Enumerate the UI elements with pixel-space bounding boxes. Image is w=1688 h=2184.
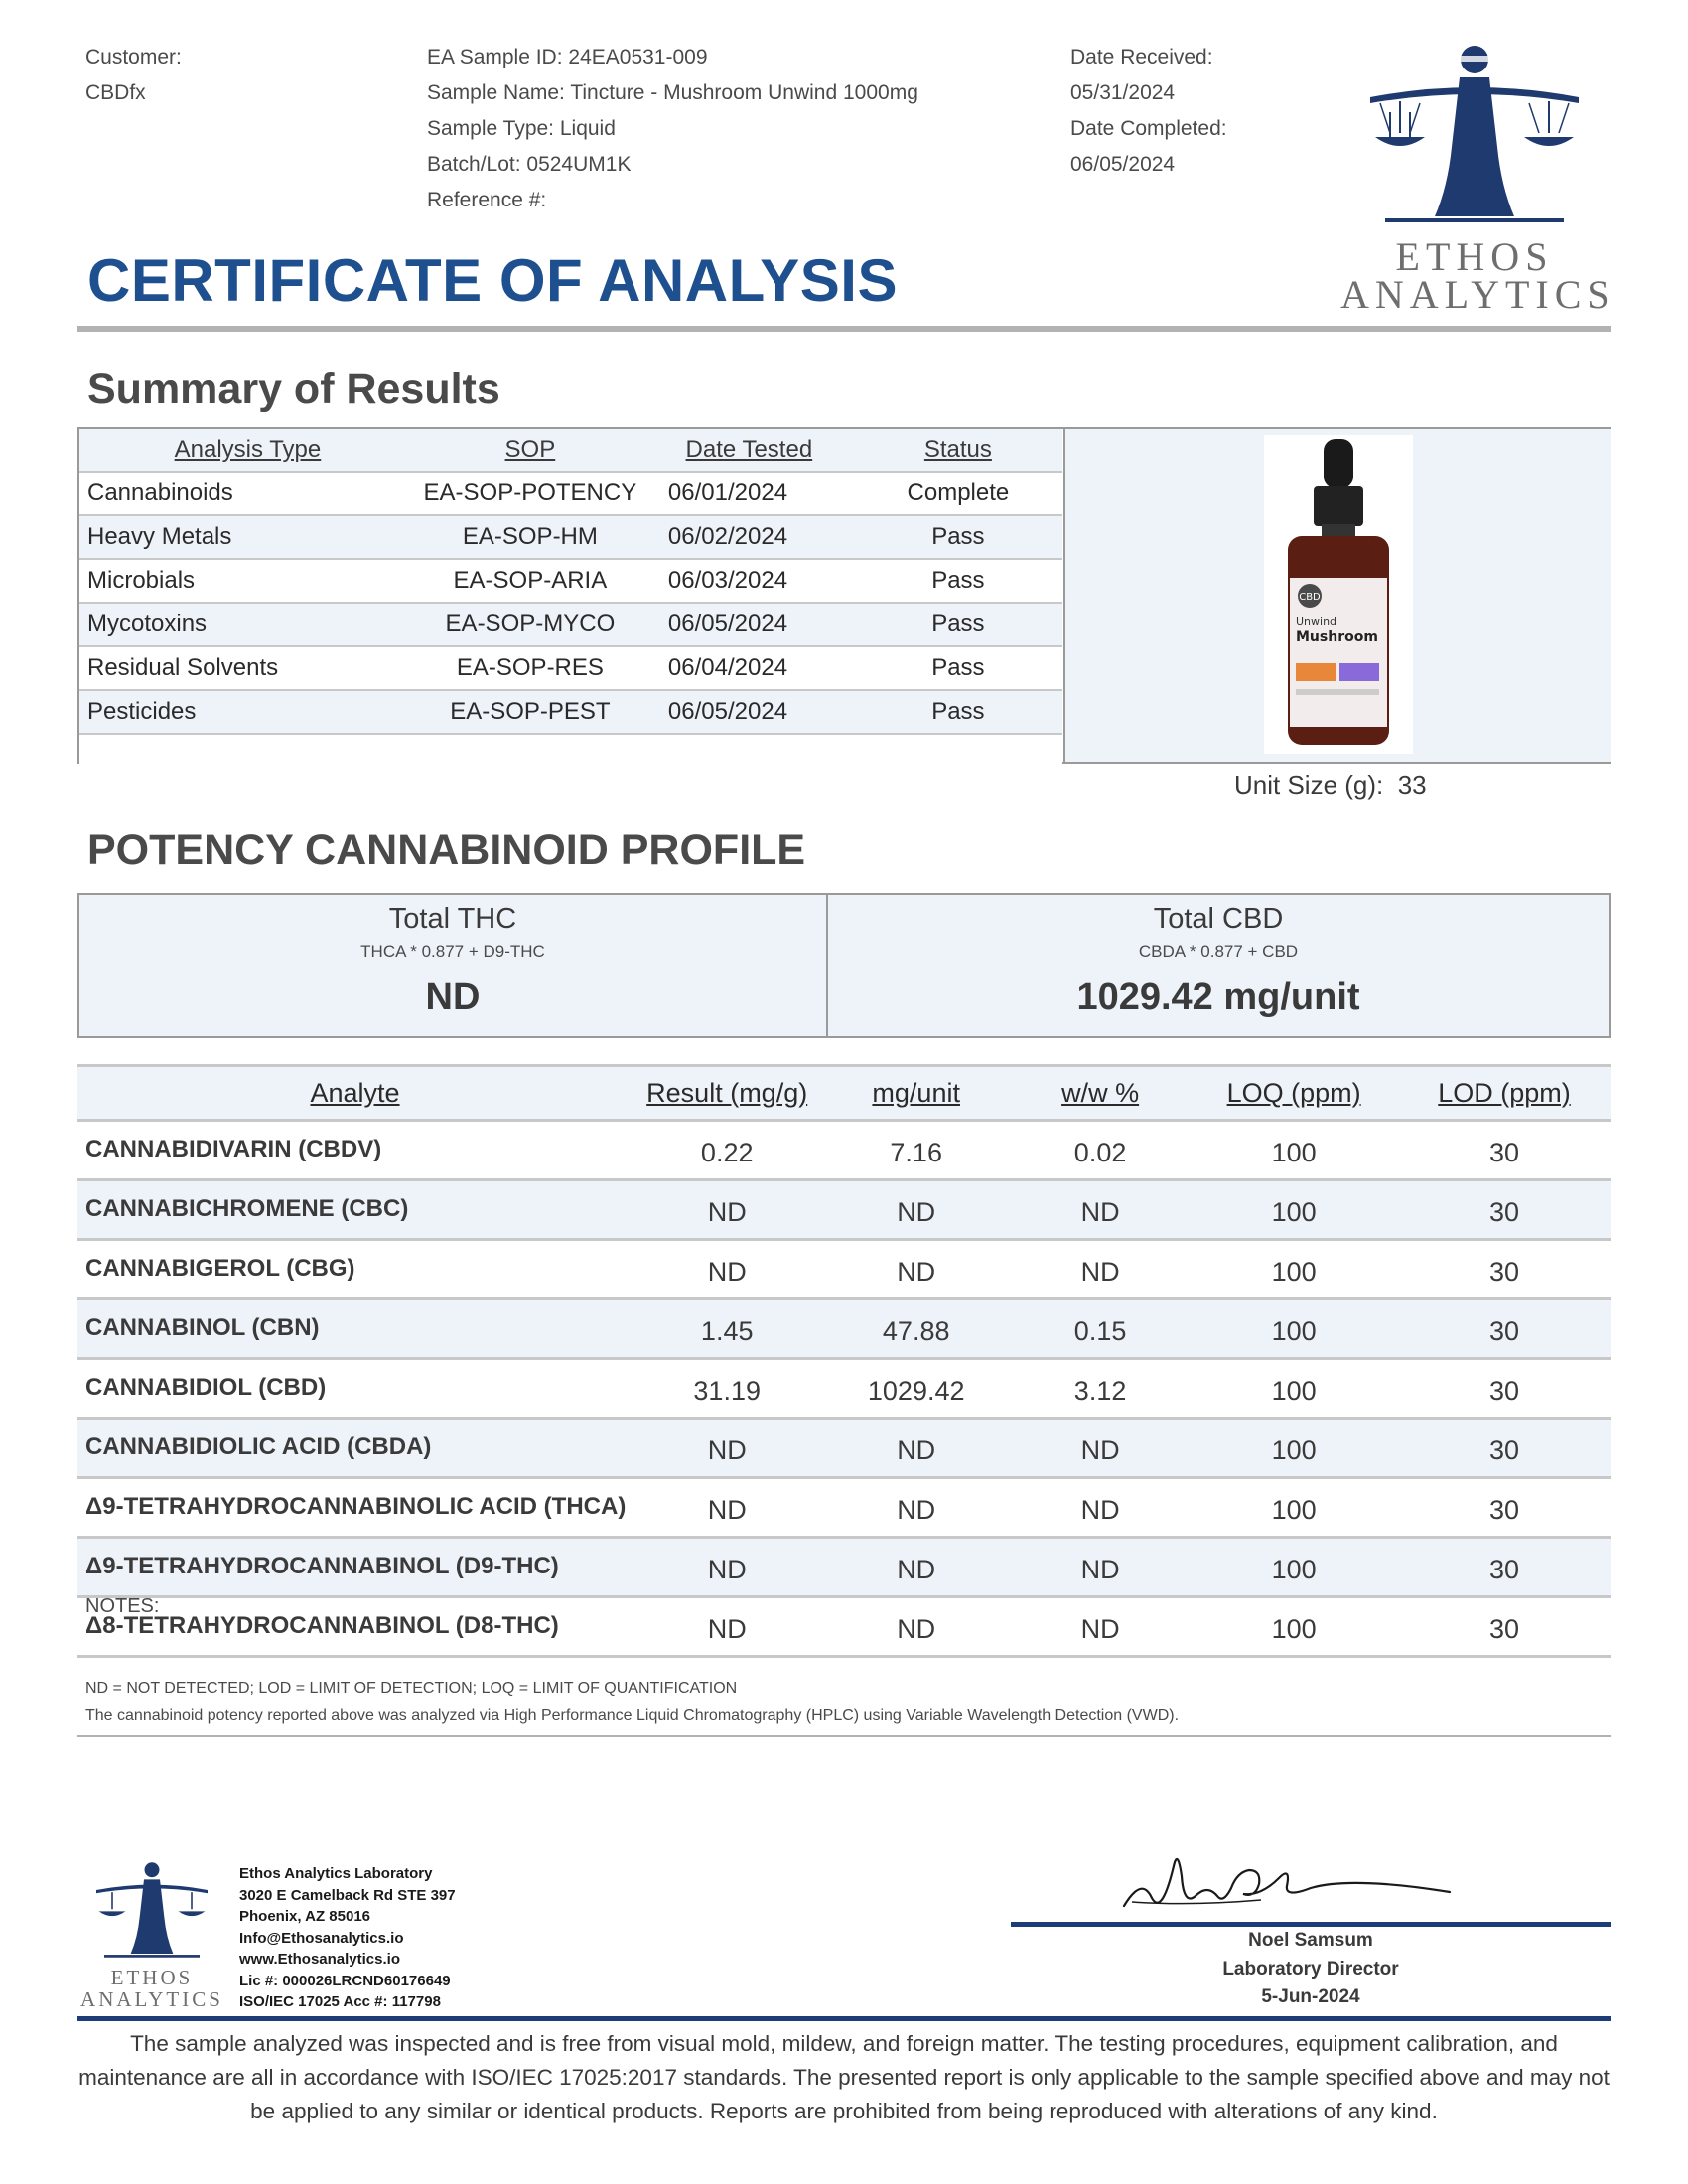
scales-of-justice-icon [1340,38,1609,231]
analyte-row [77,1597,1611,1657]
date-completed: 06/05/2024 [1070,153,1176,176]
ww-cell: ND [1011,1240,1190,1299]
ww-cell: ND [1011,1180,1190,1240]
sop-cell: EA-SOP-RES [416,646,644,690]
ww-cell: ND [1011,1597,1190,1657]
analysis-type-cell: Residual Solvents [79,646,416,690]
summary-body [79,472,1062,776]
summary-header-row [79,429,1062,472]
lod-cell: 30 [1398,1180,1611,1240]
potency-totals-panel [77,893,1611,1038]
sop-cell: EA-SOP-HM [416,515,644,559]
summary-table [79,429,1062,776]
analyte-name-cell: CANNABIDIVARIN (CBDV) [77,1121,633,1180]
analysis-type-cell: Cannabinoids [79,472,416,515]
result-cell: ND [633,1538,821,1597]
analyte-row [77,1419,1611,1478]
result-cell: ND [633,1478,821,1538]
status-cell: Pass [854,559,1062,603]
status-cell: Pass [854,690,1062,734]
col-analyte: Analyte [77,1066,633,1121]
loq-cell: 100 [1190,1597,1398,1657]
signer-title: Laboratory Director [1222,1959,1399,1979]
lab-address [239,1863,456,2013]
analyte-row [77,1478,1611,1538]
analyte-row [77,1538,1611,1597]
address-email[interactable]: Info@Ethosanalytics.io [239,1929,404,1947]
unit-size [1234,770,1427,801]
customer-label: Customer: [85,46,182,68]
lod-cell: 30 [1398,1597,1611,1657]
total-cbd-panel [828,895,1609,1036]
result-cell: ND [633,1597,821,1657]
potency-heading: POTENCY CANNABINOID PROFILE [87,826,806,874]
col-status: Status [854,429,1062,472]
analyte-name-cell: CANNABINOL (CBN) [77,1299,633,1359]
analyte-row [77,1121,1611,1180]
page-title: CERTIFICATE OF ANALYSIS [87,247,898,314]
total-thc-formula: THCA * 0.877 + D9-THC [360,942,545,961]
ww-cell: 0.15 [1011,1299,1190,1359]
date-tested-cell: 06/04/2024 [644,646,854,690]
lod-cell: 30 [1398,1240,1611,1299]
mg-unit-cell: 1029.42 [821,1359,1011,1419]
mg-unit-cell: 47.88 [821,1299,1011,1359]
empty-cell [79,734,416,776]
analyte-table [77,1064,1611,1658]
loq-cell: 100 [1190,1538,1398,1597]
status-cell: Complete [854,472,1062,515]
summary-heading: Summary of Results [87,365,500,413]
date-tested-cell: 06/02/2024 [644,515,854,559]
analysis-type-cell: Mycotoxins [79,603,416,646]
loq-cell: 100 [1190,1240,1398,1299]
analyte-row [77,1180,1611,1240]
header-left [85,40,182,111]
analyte-name-cell: Δ9-TETRAHYDROCANNABINOL (D9-THC) [77,1538,633,1597]
sop-cell: EA-SOP-PEST [416,690,644,734]
total-cbd-formula: CBDA * 0.877 + CBD [1138,942,1299,961]
header-dates [1070,40,1227,183]
disclaimer-text: The sample analyzed was inspected and is free from visual mold, mildew, and foreign matter. The testing procedures, equipment calibration, and maintenance are all in accordance with ISO/IEC 17025:2017 standards. The presented report is only applicable to the sample specified above and may not be applied to any similar or identical products. Reports are prohibited from being reproduced with alterations of any kind. [78,2031,1610,2123]
footer-logo-text [77,1967,226,2010]
lod-cell: 30 [1398,1538,1611,1597]
loq-cell: 100 [1190,1180,1398,1240]
analysis-type-cell: Heavy Metals [79,515,416,559]
analyte-name-cell: Δ8-TETRAHYDROCANNABINOL (D8-THC) [77,1597,633,1657]
analyte-row [77,1299,1611,1359]
empty-cell [854,734,1062,776]
mg-unit-cell: ND [821,1419,1011,1478]
result-cell: 0.22 [633,1121,821,1180]
date-received-label: Date Received: [1070,46,1213,68]
notes-divider [77,1735,1611,1737]
product-bottle-image [1065,429,1611,762]
sign-date: 5-Jun-2024 [1261,1986,1360,2007]
col-mg-unit: mg/unit [821,1066,1011,1121]
col-date-tested: Date Tested [644,429,854,472]
mg-unit-cell: ND [821,1597,1011,1657]
notes-legend: ND = NOT DETECTED; LOD = LIMIT OF DETECTION; LOQ = LIMIT OF QUANTIFICATION [85,1680,738,1697]
product-image-panel [1063,429,1611,762]
summary-row [79,690,1062,734]
mg-unit-cell: ND [821,1538,1011,1597]
bottle-line2-text: Mushroom [1296,629,1378,645]
col-lod: LOD (ppm) [1398,1066,1611,1121]
status-cell: Pass [854,603,1062,646]
col-ww: w/w % [1011,1066,1190,1121]
customer-value: CBDfx [85,81,146,104]
loq-cell: 100 [1190,1478,1398,1538]
sample-id: EA Sample ID: 24EA0531-009 [427,46,708,68]
footer-logo-line1: ETHOS [110,1966,194,1989]
sop-cell: EA-SOP-MYCO [416,603,644,646]
status-cell: Pass [854,515,1062,559]
lod-cell: 30 [1398,1359,1611,1419]
analyte-header-row [77,1066,1611,1121]
mg-unit-cell: ND [821,1240,1011,1299]
loq-cell: 100 [1190,1419,1398,1478]
sop-cell: EA-SOP-ARIA [416,559,644,603]
lod-cell: 30 [1398,1478,1611,1538]
bottle-brand-text: CBD [1299,592,1321,603]
footer-divider [77,2016,1611,2021]
result-cell: 31.19 [633,1359,821,1419]
analyte-name-cell: CANNABIDIOL (CBD) [77,1359,633,1419]
signature-line [1011,1922,1611,1927]
analyte-name-cell: CANNABICHROMENE (CBC) [77,1180,633,1240]
lod-cell: 30 [1398,1419,1611,1478]
analysis-type-cell: Pesticides [79,690,416,734]
status-cell: Pass [854,646,1062,690]
sample-name: Sample Name: Tincture - Mushroom Unwind 1000mg [427,81,918,104]
signer-name: Noel Samsum [1248,1930,1373,1951]
total-cbd-value: 1029.42 mg/unit [1076,976,1360,1018]
summary-row [79,472,1062,515]
analyte-name-cell: CANNABIDIOLIC ACID (CBDA) [77,1419,633,1478]
logo-line1: ETHOS [1395,234,1554,279]
logo-line2: ANALYTICS [1340,272,1616,317]
sop-cell: EA-SOP-POTENCY [416,472,644,515]
date-tested-cell: 06/05/2024 [644,690,854,734]
address-line: 3020 E Camelback Rd STE 397 [239,1886,456,1904]
date-completed-label: Date Completed: [1070,117,1227,140]
total-thc-value: ND [425,976,481,1018]
footer-logo-line2: ANALYTICS [80,1987,223,2011]
analyte-name-cell: CANNABIGEROL (CBG) [77,1240,633,1299]
header-sample-info [427,40,918,218]
lod-cell: 30 [1398,1299,1611,1359]
ethos-logo [1340,38,1616,317]
analyte-body [77,1121,1611,1657]
col-result: Result (mg/g) [633,1066,821,1121]
summary-row [79,646,1062,690]
date-tested-cell: 06/05/2024 [644,603,854,646]
footer-scales-icon [77,1858,226,1962]
result-cell: ND [633,1180,821,1240]
unit-size-value: 33 [1397,770,1427,800]
address-website[interactable]: www.Ethosanalytics.io [239,1951,400,1968]
unit-size-label: Unit Size (g): [1234,770,1384,800]
sample-type: Sample Type: Liquid [427,117,616,140]
batch-lot: Batch/Lot: 0524UM1K [427,153,632,176]
loq-cell: 100 [1190,1299,1398,1359]
logo-text [1340,234,1616,317]
total-thc-label: Total THC [388,903,517,935]
ww-cell: 0.02 [1011,1121,1190,1180]
mg-unit-cell: 7.16 [821,1121,1011,1180]
total-cbd-label: Total CBD [1153,903,1284,935]
notes-method: The cannabinoid potency reported above was analyzed via High Performance Liquid Chromatography (HPLC) using Variable Wavelength Detection (VWD). [85,1707,1180,1724]
ww-cell: ND [1011,1478,1190,1538]
reference-number: Reference #: [427,189,547,211]
date-received: 05/31/2024 [1070,81,1176,104]
date-tested-cell: 06/01/2024 [644,472,854,515]
bottle-line1-text: Unwind [1296,615,1337,628]
result-cell: 1.45 [633,1299,821,1359]
analyte-name-cell: Δ9-TETRAHYDROCANNABINOLIC ACID (THCA) [77,1478,633,1538]
summary-row [79,515,1062,559]
empty-cell [644,734,854,776]
summary-empty-row [79,734,1062,776]
ww-cell: 3.12 [1011,1359,1190,1419]
summary-row [79,559,1062,603]
date-tested-cell: 06/03/2024 [644,559,854,603]
summary-panel [77,427,1611,764]
address-license: Lic #: 000026LRCND60176649 [239,1972,451,1989]
total-thc-panel [79,895,828,1036]
analyte-row [77,1240,1611,1299]
result-cell: ND [633,1240,821,1299]
mg-unit-cell: ND [821,1478,1011,1538]
signature-image [1112,1837,1470,1922]
col-loq: LOQ (ppm) [1190,1066,1398,1121]
result-cell: ND [633,1419,821,1478]
ww-cell: ND [1011,1538,1190,1597]
empty-cell [416,734,644,776]
notes-label: NOTES: [85,1595,160,1617]
analyte-row [77,1359,1611,1419]
ww-cell: ND [1011,1419,1190,1478]
title-divider [77,326,1611,332]
address-line: Phoenix, AZ 85016 [239,1908,370,1925]
col-analysis-type: Analysis Type [79,429,416,472]
mg-unit-cell: ND [821,1180,1011,1240]
footer-logo [77,1858,226,2015]
summary-row [79,603,1062,646]
analysis-type-cell: Microbials [79,559,416,603]
lod-cell: 30 [1398,1121,1611,1180]
col-sop: SOP [416,429,644,472]
loq-cell: 100 [1190,1359,1398,1419]
address-line: Ethos Analytics Laboratory [239,1865,433,1882]
loq-cell: 100 [1190,1121,1398,1180]
address-iso: ISO/IEC 17025 Acc #: 117798 [239,1993,441,2010]
